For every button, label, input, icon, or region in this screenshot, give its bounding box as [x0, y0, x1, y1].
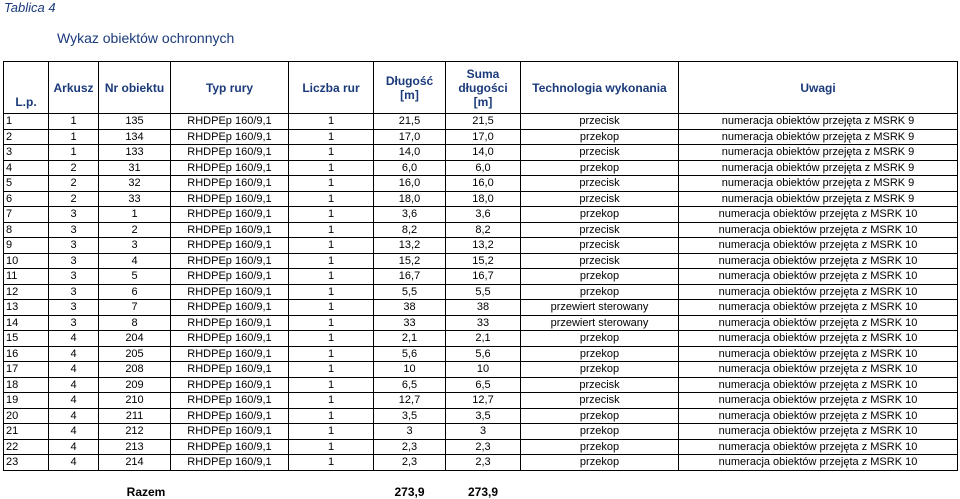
cell-nr-obiektu: 209 — [99, 377, 171, 393]
cell-nr-obiektu: 5 — [99, 269, 171, 285]
cell-technologia: przecisk — [521, 253, 679, 269]
cell-suma-dlugosci: 3,6 — [446, 207, 521, 223]
cell-typ-rury: RHDPEp 160/9,1 — [171, 222, 289, 238]
cell-suma-dlugosci: 10 — [446, 362, 521, 378]
table-row — [4, 455, 958, 471]
cell-nr-obiektu: 213 — [99, 439, 171, 455]
cell-nr-obiektu: 212 — [99, 424, 171, 440]
cell-arkusz: 4 — [49, 377, 99, 393]
cell-lp: 20 — [4, 408, 49, 424]
cell-typ-rury: RHDPEp 160/9,1 — [171, 362, 289, 378]
cell-liczba-rur: 1 — [289, 114, 374, 130]
cell-uwagi: numeracja obiektów przejęta z MSRK 10 — [679, 222, 958, 238]
cell-uwagi: numeracja obiektów przejęta z MSRK 10 — [679, 207, 958, 223]
cell-suma-dlugosci: 2,3 — [446, 439, 521, 455]
cell-liczba-rur: 1 — [289, 315, 374, 331]
cell-dlugosc: 2,1 — [374, 331, 446, 347]
cell-liczba-rur: 1 — [289, 269, 374, 285]
cell-dlugosc: 15,2 — [374, 253, 446, 269]
cell-nr-obiektu: 133 — [99, 145, 171, 161]
cell-arkusz: 3 — [49, 315, 99, 331]
cell-uwagi: numeracja obiektów przejęta z MSRK 10 — [679, 362, 958, 378]
cell-typ-rury: RHDPEp 160/9,1 — [171, 455, 289, 471]
table-row — [4, 191, 958, 207]
cell-dlugosc: 3 — [374, 424, 446, 440]
table-caption: Tablica 4 — [4, 0, 56, 15]
cell-suma-dlugosci: 14,0 — [446, 145, 521, 161]
cell-technologia: przecisk — [521, 176, 679, 192]
cell-suma-dlugosci: 33 — [446, 315, 521, 331]
cell-suma-dlugosci: 2,3 — [446, 455, 521, 471]
cell-liczba-rur: 1 — [289, 300, 374, 316]
cell-arkusz: 4 — [49, 346, 99, 362]
total-empty-3 — [679, 470, 958, 499]
cell-liczba-rur: 1 — [289, 408, 374, 424]
cell-dlugosc: 33 — [374, 315, 446, 331]
cell-typ-rury: RHDPEp 160/9,1 — [171, 191, 289, 207]
cell-liczba-rur: 1 — [289, 129, 374, 145]
cell-typ-rury: RHDPEp 160/9,1 — [171, 315, 289, 331]
cell-suma-dlugosci: 5,6 — [446, 346, 521, 362]
cell-dlugosc: 12,7 — [374, 393, 446, 409]
cell-lp: 7 — [4, 207, 49, 223]
table-row — [4, 315, 958, 331]
cell-nr-obiektu: 32 — [99, 176, 171, 192]
cell-nr-obiektu: 214 — [99, 455, 171, 471]
cell-lp: 6 — [4, 191, 49, 207]
cell-liczba-rur: 1 — [289, 284, 374, 300]
cell-technologia: przewiert sterowany — [521, 300, 679, 316]
cell-dlugosc: 17,0 — [374, 129, 446, 145]
cell-dlugosc: 5,6 — [374, 346, 446, 362]
cell-uwagi: numeracja obiektów przejęta z MSRK 9 — [679, 145, 958, 161]
total-empty-2 — [521, 470, 679, 499]
cell-technologia: przecisk — [521, 114, 679, 130]
table-row — [4, 176, 958, 192]
cell-lp: 5 — [4, 176, 49, 192]
table-row — [4, 222, 958, 238]
cell-technologia: przekop — [521, 160, 679, 176]
cell-lp: 10 — [4, 253, 49, 269]
table-row — [4, 253, 958, 269]
cell-typ-rury: RHDPEp 160/9,1 — [171, 300, 289, 316]
cell-nr-obiektu: 208 — [99, 362, 171, 378]
table-row — [4, 346, 958, 362]
cell-uwagi: numeracja obiektów przejęta z MSRK 9 — [679, 191, 958, 207]
header-technologia: Technologia wykonania — [521, 62, 679, 114]
cell-suma-dlugosci: 17,0 — [446, 129, 521, 145]
table-row — [4, 300, 958, 316]
cell-nr-obiektu: 134 — [99, 129, 171, 145]
cell-uwagi: numeracja obiektów przejęta z MSRK 10 — [679, 253, 958, 269]
cell-liczba-rur: 1 — [289, 207, 374, 223]
cell-arkusz: 1 — [49, 129, 99, 145]
cell-dlugosc: 16,0 — [374, 176, 446, 192]
cell-typ-rury: RHDPEp 160/9,1 — [171, 331, 289, 347]
cell-arkusz: 3 — [49, 284, 99, 300]
cell-uwagi: numeracja obiektów przejęta z MSRK 10 — [679, 238, 958, 254]
cell-dlugosc: 5,5 — [374, 284, 446, 300]
cell-dlugosc: 3,5 — [374, 408, 446, 424]
cell-lp: 2 — [4, 129, 49, 145]
cell-suma-dlugosci: 16,7 — [446, 269, 521, 285]
table-row — [4, 331, 958, 347]
table-row — [4, 238, 958, 254]
cell-suma-dlugosci: 6,5 — [446, 377, 521, 393]
cell-liczba-rur: 1 — [289, 145, 374, 161]
table-row — [4, 284, 958, 300]
cell-technologia: przekop — [521, 455, 679, 471]
cell-lp: 8 — [4, 222, 49, 238]
cell-arkusz: 2 — [49, 160, 99, 176]
cell-uwagi: numeracja obiektów przejęta z MSRK 10 — [679, 315, 958, 331]
cell-liczba-rur: 1 — [289, 439, 374, 455]
cell-arkusz: 3 — [49, 207, 99, 223]
cell-typ-rury: RHDPEp 160/9,1 — [171, 269, 289, 285]
cell-liczba-rur: 1 — [289, 362, 374, 378]
header-suma-dlugosci: Suma długości [m] — [446, 62, 521, 114]
cell-uwagi: numeracja obiektów przejęta z MSRK 9 — [679, 176, 958, 192]
cell-nr-obiektu: 4 — [99, 253, 171, 269]
cell-typ-rury: RHDPEp 160/9,1 — [171, 284, 289, 300]
cell-technologia: przekop — [521, 284, 679, 300]
cell-uwagi: numeracja obiektów przejęta z MSRK 10 — [679, 393, 958, 409]
cell-lp: 9 — [4, 238, 49, 254]
cell-technologia: przewiert sterowany — [521, 315, 679, 331]
cell-liczba-rur: 1 — [289, 176, 374, 192]
cell-suma-dlugosci: 8,2 — [446, 222, 521, 238]
table-header-row — [4, 62, 958, 114]
total-empty — [289, 470, 374, 499]
cell-liczba-rur: 1 — [289, 191, 374, 207]
cell-lp: 1 — [4, 114, 49, 130]
cell-dlugosc: 6,5 — [374, 377, 446, 393]
cell-arkusz: 4 — [49, 424, 99, 440]
cell-arkusz: 3 — [49, 253, 99, 269]
table-row — [4, 377, 958, 393]
cell-nr-obiektu: 6 — [99, 284, 171, 300]
cell-dlugosc: 10 — [374, 362, 446, 378]
cell-typ-rury: RHDPEp 160/9,1 — [171, 346, 289, 362]
header-dlugosc: Długość [m] — [374, 62, 446, 114]
cell-lp: 14 — [4, 315, 49, 331]
cell-technologia: przecisk — [521, 191, 679, 207]
cell-liczba-rur: 1 — [289, 253, 374, 269]
cell-typ-rury: RHDPEp 160/9,1 — [171, 439, 289, 455]
cell-nr-obiektu: 7 — [99, 300, 171, 316]
cell-suma-dlugosci: 6,0 — [446, 160, 521, 176]
cell-liczba-rur: 1 — [289, 455, 374, 471]
cell-arkusz: 3 — [49, 238, 99, 254]
cell-suma-dlugosci: 2,1 — [446, 331, 521, 347]
cell-lp: 12 — [4, 284, 49, 300]
cell-uwagi: numeracja obiektów przejęta z MSRK 10 — [679, 331, 958, 347]
cell-dlugosc: 13,2 — [374, 238, 446, 254]
cell-lp: 23 — [4, 455, 49, 471]
cell-uwagi: numeracja obiektów przejęta z MSRK 10 — [679, 377, 958, 393]
cell-suma-dlugosci: 18,0 — [446, 191, 521, 207]
header-nr-obiektu: Nr obiektu — [99, 62, 171, 114]
cell-uwagi: numeracja obiektów przejęta z MSRK 10 — [679, 455, 958, 471]
table-row — [4, 408, 958, 424]
document-title: Wykaz obiektów ochronnych — [57, 30, 235, 46]
cell-dlugosc: 2,3 — [374, 455, 446, 471]
cell-uwagi: numeracja obiektów przejęta z MSRK 9 — [679, 114, 958, 130]
cell-technologia: przekop — [521, 408, 679, 424]
table-body — [4, 114, 958, 471]
cell-suma-dlugosci: 16,0 — [446, 176, 521, 192]
cell-uwagi: numeracja obiektów przejęta z MSRK 9 — [679, 160, 958, 176]
cell-liczba-rur: 1 — [289, 424, 374, 440]
table-row — [4, 439, 958, 455]
cell-dlugosc: 38 — [374, 300, 446, 316]
cell-nr-obiektu: 1 — [99, 207, 171, 223]
cell-typ-rury: RHDPEp 160/9,1 — [171, 393, 289, 409]
cell-arkusz: 3 — [49, 300, 99, 316]
cell-dlugosc: 14,0 — [374, 145, 446, 161]
cell-nr-obiektu: 8 — [99, 315, 171, 331]
cell-technologia: przekop — [521, 331, 679, 347]
cell-nr-obiektu: 31 — [99, 160, 171, 176]
cell-arkusz: 3 — [49, 222, 99, 238]
cell-suma-dlugosci: 21,5 — [446, 114, 521, 130]
cell-suma-dlugosci: 13,2 — [446, 238, 521, 254]
cell-suma-dlugosci: 3 — [446, 424, 521, 440]
cell-suma-dlugosci: 5,5 — [446, 284, 521, 300]
header-lp: L.p. — [4, 62, 49, 114]
cell-lp: 21 — [4, 424, 49, 440]
cell-arkusz: 2 — [49, 191, 99, 207]
table-row — [4, 269, 958, 285]
cell-nr-obiektu: 135 — [99, 114, 171, 130]
cell-typ-rury: RHDPEp 160/9,1 — [171, 253, 289, 269]
cell-lp: 15 — [4, 331, 49, 347]
cell-dlugosc: 21,5 — [374, 114, 446, 130]
cell-dlugosc: 2,3 — [374, 439, 446, 455]
cell-dlugosc: 18,0 — [374, 191, 446, 207]
cell-technologia: przecisk — [521, 377, 679, 393]
cell-nr-obiektu: 204 — [99, 331, 171, 347]
cell-arkusz: 2 — [49, 176, 99, 192]
cell-liczba-rur: 1 — [289, 222, 374, 238]
cell-technologia: przekop — [521, 362, 679, 378]
cell-uwagi: numeracja obiektów przejęta z MSRK 10 — [679, 269, 958, 285]
cell-typ-rury: RHDPEp 160/9,1 — [171, 377, 289, 393]
cell-uwagi: numeracja obiektów przejęta z MSRK 9 — [679, 129, 958, 145]
cell-arkusz: 3 — [49, 269, 99, 285]
cell-nr-obiektu: 2 — [99, 222, 171, 238]
cell-uwagi: numeracja obiektów przejęta z MSRK 10 — [679, 424, 958, 440]
cell-arkusz: 1 — [49, 145, 99, 161]
cell-lp: 16 — [4, 346, 49, 362]
cell-arkusz: 1 — [49, 114, 99, 130]
cell-typ-rury: RHDPEp 160/9,1 — [171, 238, 289, 254]
cell-technologia: przecisk — [521, 393, 679, 409]
cell-uwagi: numeracja obiektów przejęta z MSRK 10 — [679, 300, 958, 316]
cell-lp: 11 — [4, 269, 49, 285]
cell-uwagi: numeracja obiektów przejęta z MSRK 10 — [679, 346, 958, 362]
total-sum: 273,9 — [467, 484, 499, 499]
total-label: Razem — [126, 484, 166, 499]
cell-arkusz: 4 — [49, 362, 99, 378]
cell-typ-rury: RHDPEp 160/9,1 — [171, 160, 289, 176]
header-arkusz: Arkusz — [49, 62, 99, 114]
table-row — [4, 393, 958, 409]
cell-nr-obiektu: 3 — [99, 238, 171, 254]
cell-dlugosc: 3,6 — [374, 207, 446, 223]
cell-lp: 13 — [4, 300, 49, 316]
cell-lp: 17 — [4, 362, 49, 378]
cell-lp: 4 — [4, 160, 49, 176]
cell-nr-obiektu: 33 — [99, 191, 171, 207]
cell-arkusz: 4 — [49, 455, 99, 471]
cell-lp: 18 — [4, 377, 49, 393]
cell-dlugosc: 6,0 — [374, 160, 446, 176]
cell-typ-rury: RHDPEp 160/9,1 — [171, 424, 289, 440]
cell-technologia: przekop — [521, 129, 679, 145]
cell-technologia: przekop — [521, 439, 679, 455]
cell-uwagi: numeracja obiektów przejęta z MSRK 10 — [679, 439, 958, 455]
cell-arkusz: 4 — [49, 331, 99, 347]
cell-typ-rury: RHDPEp 160/9,1 — [171, 408, 289, 424]
cell-technologia: przekop — [521, 269, 679, 285]
cell-typ-rury: RHDPEp 160/9,1 — [171, 176, 289, 192]
cell-lp: 19 — [4, 393, 49, 409]
cell-nr-obiektu: 211 — [99, 408, 171, 424]
cell-typ-rury: RHDPEp 160/9,1 — [171, 114, 289, 130]
cell-liczba-rur: 1 — [289, 393, 374, 409]
table-row — [4, 114, 958, 130]
cell-liczba-rur: 1 — [289, 346, 374, 362]
header-liczba-rur: Liczba rur — [289, 62, 374, 114]
cell-arkusz: 4 — [49, 408, 99, 424]
table-row — [4, 145, 958, 161]
cell-liczba-rur: 1 — [289, 160, 374, 176]
cell-liczba-rur: 1 — [289, 377, 374, 393]
cell-nr-obiektu: 210 — [99, 393, 171, 409]
cell-technologia: przecisk — [521, 238, 679, 254]
cell-technologia: przekop — [521, 207, 679, 223]
cell-arkusz: 4 — [49, 439, 99, 455]
cell-uwagi: numeracja obiektów przejęta z MSRK 10 — [679, 284, 958, 300]
cell-technologia: przekop — [521, 424, 679, 440]
cell-suma-dlugosci: 3,5 — [446, 408, 521, 424]
cell-nr-obiektu: 205 — [99, 346, 171, 362]
cell-technologia: przecisk — [521, 222, 679, 238]
cell-lp: 3 — [4, 145, 49, 161]
cell-suma-dlugosci: 15,2 — [446, 253, 521, 269]
header-typ-rury: Typ rury — [171, 62, 289, 114]
total-length: 273,9 — [394, 484, 425, 499]
cell-typ-rury: RHDPEp 160/9,1 — [171, 145, 289, 161]
table-row — [4, 129, 958, 145]
cell-liczba-rur: 1 — [289, 238, 374, 254]
table-row — [4, 362, 958, 378]
cell-dlugosc: 16,7 — [374, 269, 446, 285]
table-row — [4, 207, 958, 223]
cell-technologia: przecisk — [521, 145, 679, 161]
cell-technologia: przekop — [521, 346, 679, 362]
header-uwagi: Uwagi — [679, 62, 958, 114]
cell-suma-dlugosci: 12,7 — [446, 393, 521, 409]
table-row — [4, 424, 958, 440]
protection-objects-table — [3, 61, 958, 499]
cell-typ-rury: RHDPEp 160/9,1 — [171, 129, 289, 145]
cell-lp: 22 — [4, 439, 49, 455]
cell-liczba-rur: 1 — [289, 331, 374, 347]
cell-uwagi: numeracja obiektów przejęta z MSRK 10 — [679, 408, 958, 424]
cell-suma-dlugosci: 38 — [446, 300, 521, 316]
table-row — [4, 160, 958, 176]
cell-arkusz: 4 — [49, 393, 99, 409]
total-row — [4, 470, 958, 499]
cell-dlugosc: 8,2 — [374, 222, 446, 238]
cell-typ-rury: RHDPEp 160/9,1 — [171, 207, 289, 223]
